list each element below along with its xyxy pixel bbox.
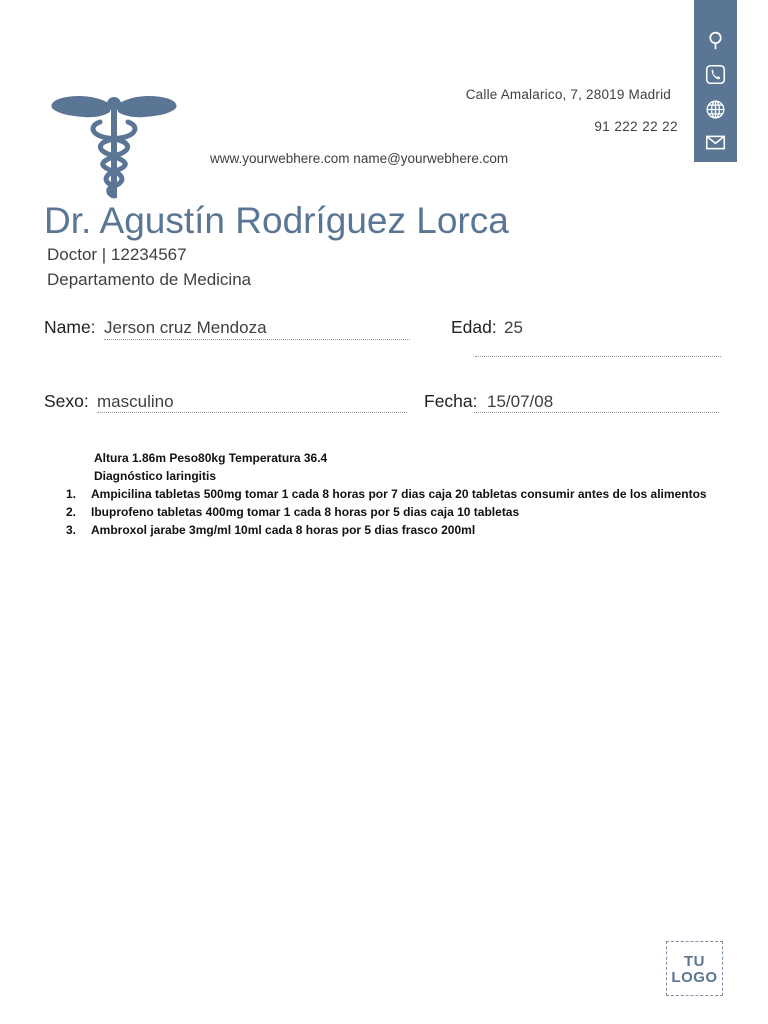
diagnosis-line: Diagnóstico laringitis bbox=[94, 469, 217, 483]
patient-name-underline bbox=[104, 339, 410, 340]
vitals-line: Altura 1.86m Peso80kg Temperatura 36.4 bbox=[94, 451, 328, 465]
globe-icon bbox=[705, 99, 726, 120]
date-label: Fecha: bbox=[424, 391, 478, 411]
patient-age-field: 25 bbox=[504, 318, 523, 337]
patient-name-label: Name: bbox=[44, 317, 96, 337]
contact-web-email: www.yourwebhere.com name@yourwebhere.com bbox=[210, 151, 509, 166]
contact-icon-strip bbox=[694, 0, 737, 162]
date-underline bbox=[474, 412, 719, 413]
prescription-list bbox=[66, 485, 707, 539]
logo-placeholder bbox=[666, 941, 723, 996]
patient-sex-underline bbox=[97, 412, 407, 413]
prescription-item bbox=[66, 521, 707, 539]
patient-age-label: Edad: bbox=[451, 317, 497, 337]
prescription-text: Ambroxol jarabe 3mg/ml 10ml cada 8 horas por 5 dias frasco 200ml bbox=[91, 523, 476, 537]
doctor-name: Dr. Agustín Rodríguez Lorca bbox=[44, 200, 509, 241]
prescription-item bbox=[66, 485, 707, 503]
patient-age-underline bbox=[475, 356, 721, 357]
prescription-number: 1. bbox=[66, 487, 77, 501]
date-field: 15/07/08 bbox=[487, 392, 554, 411]
patient-sex-label: Sexo: bbox=[44, 391, 89, 411]
clinical-notes bbox=[94, 449, 327, 485]
contact-address: Calle Amalarico, 7, 28019 Madrid bbox=[465, 87, 671, 102]
location-icon bbox=[705, 30, 726, 51]
caduceus-icon bbox=[48, 92, 180, 200]
logo-line-2: LOGO bbox=[671, 969, 718, 986]
logo-line-1: TU bbox=[684, 953, 705, 970]
doctor-role: Doctor | 12234567 bbox=[47, 245, 187, 264]
prescription-number: 3. bbox=[66, 523, 77, 537]
prescription-item bbox=[66, 503, 707, 521]
phone-icon bbox=[705, 64, 726, 85]
prescription-text: Ampicilina tabletas 500mg tomar 1 cada 8 horas por 7 dias caja 20 tabletas consumir antes de los alimentos bbox=[91, 487, 707, 501]
doctor-department: Departamento de Medicina bbox=[47, 270, 252, 289]
mail-icon bbox=[705, 132, 726, 153]
prescription-number: 2. bbox=[66, 505, 77, 519]
prescription-text: Ibuprofeno tabletas 400mg tomar 1 cada 8 horas por 5 dias caja 10 tabletas bbox=[91, 505, 520, 519]
contact-phone: 91 222 22 22 bbox=[594, 119, 678, 134]
patient-name-field: Jerson cruz Mendoza bbox=[104, 318, 267, 337]
patient-sex-field: masculino bbox=[97, 392, 174, 411]
